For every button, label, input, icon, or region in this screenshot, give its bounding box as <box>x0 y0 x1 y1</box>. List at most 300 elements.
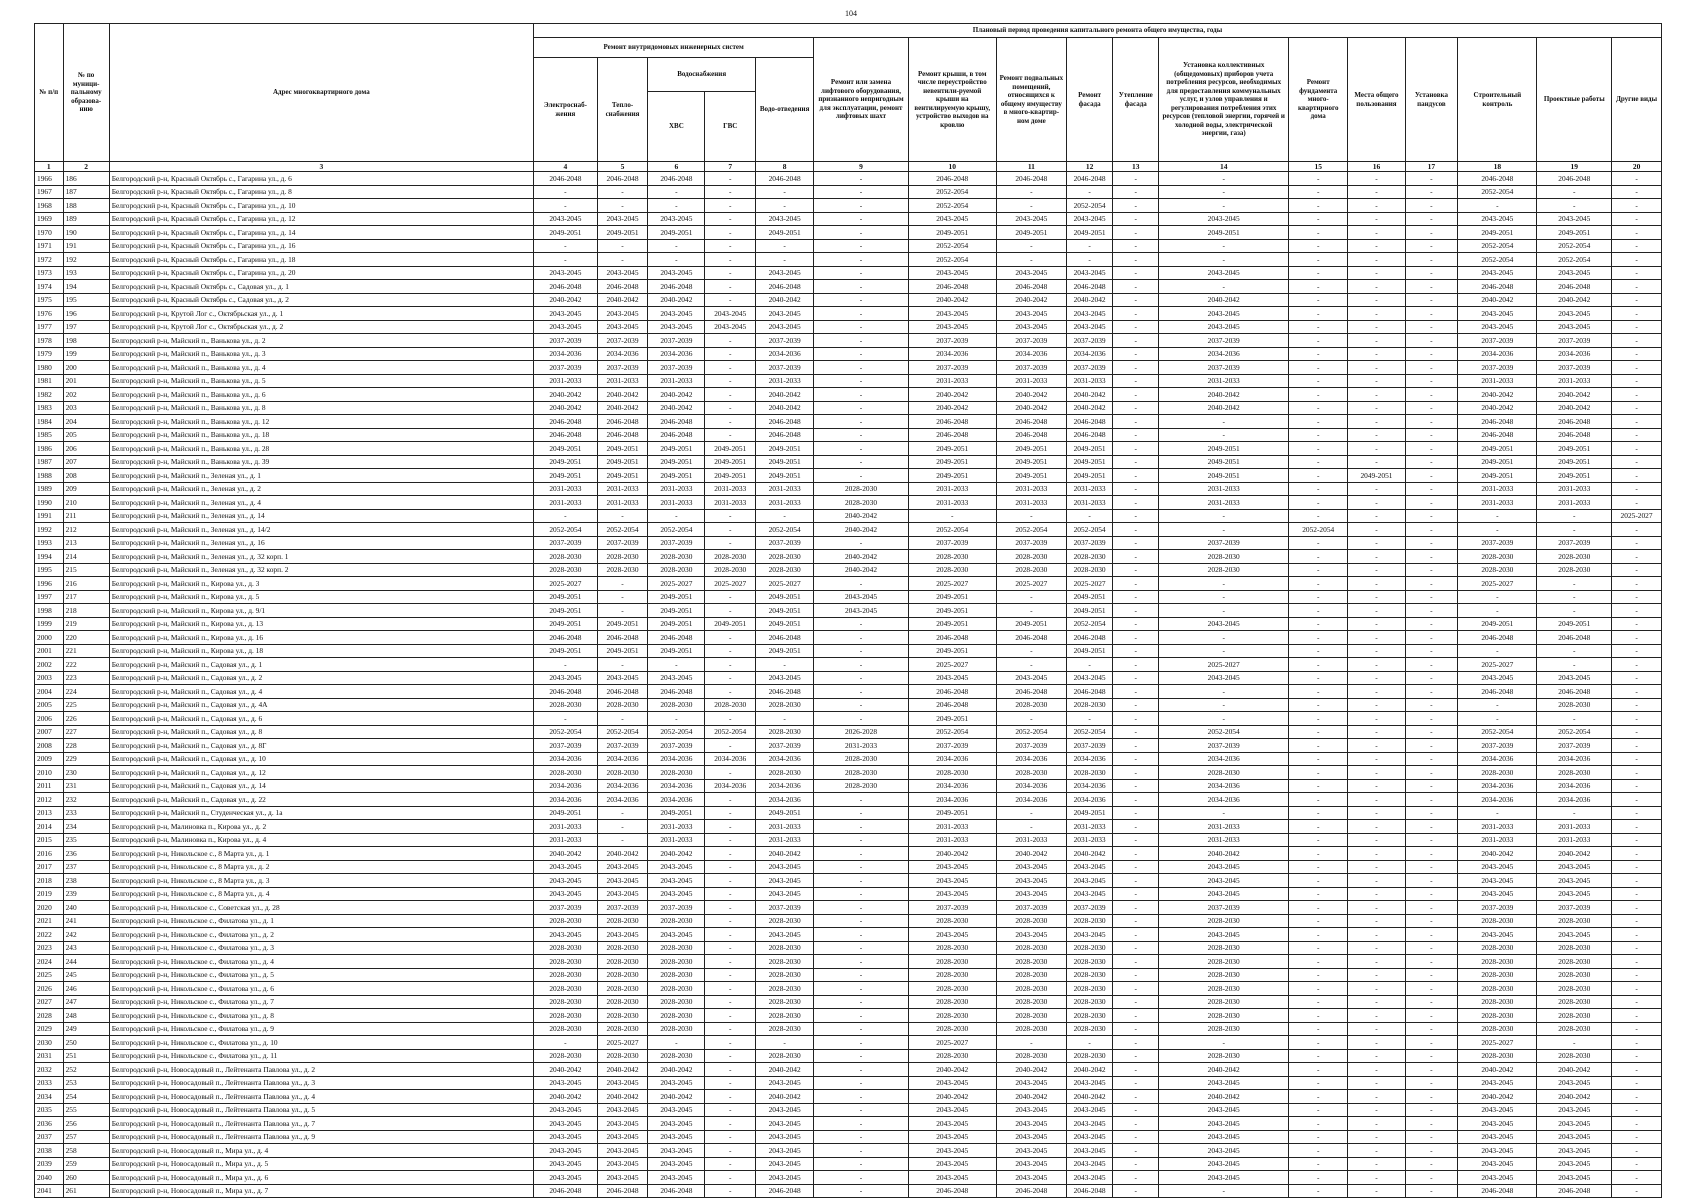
period-cell: - <box>1289 172 1348 186</box>
period-cell: 2052-2054 <box>1537 239 1612 253</box>
period-cell: - <box>1348 968 1405 982</box>
address-cell: Белгородский р-н, Никольское с., Филатова ул., д. 8 <box>109 1009 533 1023</box>
period-cell: 2028-2030 <box>534 766 598 780</box>
header-engineering-systems: Ремонт внутридомовых инженерных систем <box>534 38 814 58</box>
period-cell: 2052-2054 <box>1159 725 1289 739</box>
period-cell: 2049-2051 <box>648 590 705 604</box>
period-cell: 2028-2030 <box>534 698 598 712</box>
period-cell: 2034-2036 <box>648 779 705 793</box>
address-cell: Белгородский р-н, Майский п., Студенческая ул., д. 1а <box>109 806 533 820</box>
period-cell: - <box>1612 793 1662 807</box>
period-cell: 2040-2042 <box>1067 1090 1113 1104</box>
address-cell: Белгородский р-н, Майский п., Ванькова ул., д. 8 <box>109 401 533 415</box>
period-cell: - <box>756 712 814 726</box>
period-cell: - <box>1537 199 1612 213</box>
period-cell: 2043-2045 <box>534 928 598 942</box>
period-cell: 2028-2030 <box>1458 941 1537 955</box>
period-cell: 2043-2045 <box>648 928 705 942</box>
period-cell: 2028-2030 <box>1159 982 1289 996</box>
period-cell: 2037-2039 <box>908 739 996 753</box>
period-cell: - <box>1113 212 1159 226</box>
table-row <box>35 455 1662 469</box>
period-cell: 2028-2030 <box>534 955 598 969</box>
period-cell: 2037-2039 <box>597 536 648 550</box>
table-row <box>35 820 1662 834</box>
period-cell: - <box>1612 1009 1662 1023</box>
row-index-cell: 2011 <box>35 779 64 793</box>
period-cell: - <box>534 253 598 267</box>
period-cell: - <box>1612 550 1662 564</box>
row-index-cell: 1971 <box>35 239 64 253</box>
period-cell: - <box>597 577 648 591</box>
period-cell: - <box>1289 1036 1348 1050</box>
period-cell: 2037-2039 <box>1458 361 1537 375</box>
period-cell: - <box>705 401 756 415</box>
period-cell: - <box>1113 833 1159 847</box>
period-cell: - <box>1348 617 1405 631</box>
period-cell: 2049-2051 <box>1067 469 1113 483</box>
period-cell: 2043-2045 <box>534 1130 598 1144</box>
municipal-number-cell: 243 <box>63 941 109 955</box>
period-cell: - <box>1612 469 1662 483</box>
period-cell: 2028-2030 <box>1067 1009 1113 1023</box>
table-row <box>35 253 1662 267</box>
period-cell: 2037-2039 <box>996 739 1066 753</box>
period-cell: 2052-2054 <box>1458 239 1537 253</box>
period-cell: - <box>1405 874 1458 888</box>
address-cell: Белгородский р-н, Майский п., Кирова ул., д. 18 <box>109 644 533 658</box>
period-cell: 2043-2045 <box>1067 671 1113 685</box>
period-cell: 2043-2045 <box>1458 874 1537 888</box>
period-cell: - <box>1612 320 1662 334</box>
period-cell: - <box>1289 928 1348 942</box>
period-cell: 2046-2048 <box>1537 415 1612 429</box>
header-construction-control: Строительный контроль <box>1458 38 1537 162</box>
period-cell: 2043-2045 <box>1537 266 1612 280</box>
row-index-cell: 2018 <box>35 874 64 888</box>
period-cell: - <box>814 428 909 442</box>
municipal-number-cell: 191 <box>63 239 109 253</box>
period-cell: 2031-2033 <box>1537 820 1612 834</box>
period-cell: 2049-2051 <box>756 590 814 604</box>
period-cell: 2046-2048 <box>597 1184 648 1198</box>
period-cell: - <box>1289 334 1348 348</box>
address-cell: Белгородский р-н, Майский п., Ванькова ул., д. 28 <box>109 442 533 456</box>
period-cell: - <box>1289 860 1348 874</box>
period-cell: 2043-2045 <box>1159 266 1289 280</box>
period-cell: 2049-2051 <box>996 455 1066 469</box>
period-cell: 2043-2045 <box>1067 1130 1113 1144</box>
period-cell: 2031-2033 <box>1159 374 1289 388</box>
period-cell: - <box>1612 280 1662 294</box>
period-cell: - <box>1289 955 1348 969</box>
period-cell: 2043-2045 <box>756 1157 814 1171</box>
period-cell: - <box>1113 995 1159 1009</box>
period-cell: 2043-2045 <box>648 887 705 901</box>
period-cell: - <box>1113 968 1159 982</box>
period-cell: 2040-2042 <box>1537 388 1612 402</box>
period-cell: 2031-2033 <box>756 374 814 388</box>
period-cell: 2043-2045 <box>1159 617 1289 631</box>
period-cell: 2028-2030 <box>996 914 1066 928</box>
period-cell: - <box>1612 374 1662 388</box>
period-cell: 2040-2042 <box>597 388 648 402</box>
period-cell: - <box>705 793 756 807</box>
period-cell: - <box>1289 1049 1348 1063</box>
period-cell: 2040-2042 <box>1159 847 1289 861</box>
period-cell: 2049-2051 <box>1067 644 1113 658</box>
period-cell: 2040-2042 <box>996 388 1066 402</box>
column-number: 18 <box>1458 162 1537 172</box>
period-cell: - <box>814 968 909 982</box>
period-cell: - <box>1159 806 1289 820</box>
address-cell: Белгородский р-н, Майский п., Зеленая ул., д. 4 <box>109 496 533 510</box>
period-cell: - <box>1348 307 1405 321</box>
column-number: 4 <box>534 162 598 172</box>
period-cell: - <box>814 185 909 199</box>
period-cell: 2037-2039 <box>756 334 814 348</box>
period-cell: - <box>1405 172 1458 186</box>
period-cell: 2028-2030 <box>597 1009 648 1023</box>
row-index-cell: 1979 <box>35 347 64 361</box>
period-cell: 2043-2045 <box>996 1157 1066 1171</box>
period-cell: - <box>1405 226 1458 240</box>
municipal-number-cell: 260 <box>63 1171 109 1185</box>
period-cell: 2052-2054 <box>1067 725 1113 739</box>
period-cell: - <box>1405 1063 1458 1077</box>
period-cell: 2046-2048 <box>996 415 1066 429</box>
period-cell: 2040-2042 <box>534 401 598 415</box>
period-cell: 2043-2045 <box>597 1076 648 1090</box>
period-cell: - <box>1612 334 1662 348</box>
table-row <box>35 334 1662 348</box>
table-row <box>35 374 1662 388</box>
municipal-number-cell: 213 <box>63 536 109 550</box>
table-row <box>35 847 1662 861</box>
period-cell: 2034-2036 <box>996 793 1066 807</box>
header-common-places: Места общего пользования <box>1348 38 1405 162</box>
period-cell: 2046-2048 <box>648 631 705 645</box>
period-cell: 2040-2042 <box>1067 847 1113 861</box>
municipal-number-cell: 228 <box>63 739 109 753</box>
period-cell: 2034-2036 <box>534 793 598 807</box>
period-cell: - <box>1113 1157 1159 1171</box>
period-cell: 2028-2030 <box>1458 1009 1537 1023</box>
period-cell: 2040-2042 <box>814 509 909 523</box>
period-cell: 2043-2045 <box>534 1144 598 1158</box>
period-cell: 2043-2045 <box>1537 1117 1612 1131</box>
period-cell: - <box>1612 671 1662 685</box>
period-cell: 2028-2030 <box>1458 550 1537 564</box>
period-cell: 2043-2045 <box>1067 1103 1113 1117</box>
period-cell: 2043-2045 <box>1537 928 1612 942</box>
period-cell: 2043-2045 <box>648 1144 705 1158</box>
period-cell: - <box>1159 631 1289 645</box>
period-cell: 2043-2045 <box>1458 1076 1537 1090</box>
period-cell: 2040-2042 <box>597 1063 648 1077</box>
table-row <box>35 995 1662 1009</box>
period-cell: 2046-2048 <box>908 1184 996 1198</box>
period-cell: 2043-2045 <box>756 1171 814 1185</box>
period-cell: 2049-2051 <box>1159 469 1289 483</box>
period-cell: 2043-2045 <box>1159 928 1289 942</box>
period-cell: 2040-2042 <box>1537 401 1612 415</box>
municipal-number-cell: 200 <box>63 361 109 375</box>
period-cell: - <box>1348 1144 1405 1158</box>
period-cell: - <box>1612 617 1662 631</box>
period-cell: 2031-2033 <box>705 482 756 496</box>
period-cell: 2049-2051 <box>1159 455 1289 469</box>
table-row <box>35 671 1662 685</box>
period-cell: - <box>1405 995 1458 1009</box>
period-cell: 2043-2045 <box>1159 307 1289 321</box>
period-cell: 2040-2042 <box>1159 293 1289 307</box>
period-cell: 2028-2030 <box>1458 955 1537 969</box>
period-cell: - <box>705 361 756 375</box>
column-number: 14 <box>1159 162 1289 172</box>
period-cell: - <box>1289 307 1348 321</box>
municipal-number-cell: 223 <box>63 671 109 685</box>
period-cell: 2049-2051 <box>534 455 598 469</box>
period-cell: - <box>814 874 909 888</box>
period-cell: 2049-2051 <box>648 604 705 618</box>
period-cell: 2049-2051 <box>1537 469 1612 483</box>
row-index-cell: 2013 <box>35 806 64 820</box>
period-cell: - <box>705 914 756 928</box>
period-cell: 2028-2030 <box>1537 941 1612 955</box>
period-cell: 2028-2030 <box>597 995 648 1009</box>
period-cell: - <box>1405 1036 1458 1050</box>
period-cell: 2031-2033 <box>534 374 598 388</box>
period-cell: - <box>705 347 756 361</box>
period-cell: - <box>1405 955 1458 969</box>
period-cell: - <box>1405 725 1458 739</box>
period-cell: - <box>1612 887 1662 901</box>
period-cell: - <box>756 253 814 267</box>
period-cell: - <box>1348 712 1405 726</box>
table-row <box>35 928 1662 942</box>
municipal-number-cell: 188 <box>63 199 109 213</box>
period-cell: - <box>1405 293 1458 307</box>
period-cell: 2043-2045 <box>908 266 996 280</box>
period-cell: 2043-2045 <box>1159 671 1289 685</box>
period-cell: - <box>1405 806 1458 820</box>
period-cell: - <box>705 928 756 942</box>
period-cell: 2028-2030 <box>756 968 814 982</box>
period-cell: - <box>1348 874 1405 888</box>
period-cell: 2043-2045 <box>996 1130 1066 1144</box>
period-cell: 2049-2051 <box>1348 469 1405 483</box>
row-index-cell: 2025 <box>35 968 64 982</box>
table-row <box>35 806 1662 820</box>
period-cell: - <box>1405 631 1458 645</box>
header-drainage: Водо-отведения <box>756 58 814 162</box>
period-cell: 2043-2045 <box>1458 1171 1537 1185</box>
period-cell: - <box>1348 280 1405 294</box>
period-cell: 2052-2054 <box>1289 523 1348 537</box>
period-cell: 2049-2051 <box>1458 226 1537 240</box>
period-cell: 2037-2039 <box>996 334 1066 348</box>
period-cell: 2031-2033 <box>1159 482 1289 496</box>
period-cell: 2043-2045 <box>1159 1130 1289 1144</box>
table-row <box>35 982 1662 996</box>
address-cell: Белгородский р-н, Новосадовый п., Мира ул., д. 7 <box>109 1184 533 1198</box>
period-cell: - <box>1113 1090 1159 1104</box>
period-cell: - <box>1348 914 1405 928</box>
period-cell: 2049-2051 <box>756 226 814 240</box>
period-cell: - <box>1113 320 1159 334</box>
period-cell: 2031-2033 <box>996 833 1066 847</box>
period-cell: - <box>1405 752 1458 766</box>
period-cell: 2031-2033 <box>597 496 648 510</box>
period-cell: - <box>814 860 909 874</box>
row-index-cell: 2024 <box>35 955 64 969</box>
period-cell: - <box>1113 874 1159 888</box>
period-cell: - <box>1289 914 1348 928</box>
period-cell: - <box>1113 644 1159 658</box>
period-cell: - <box>1113 361 1159 375</box>
period-cell: - <box>1348 428 1405 442</box>
period-cell: - <box>1159 590 1289 604</box>
table-row <box>35 833 1662 847</box>
period-cell: 2043-2045 <box>597 212 648 226</box>
period-cell: - <box>1348 226 1405 240</box>
period-cell: 2043-2045 <box>597 1103 648 1117</box>
row-index-cell: 2016 <box>35 847 64 861</box>
period-cell: 2043-2045 <box>1159 1144 1289 1158</box>
period-cell: - <box>1537 509 1612 523</box>
period-cell: 2028-2030 <box>814 496 909 510</box>
period-cell: 2034-2036 <box>1067 752 1113 766</box>
period-cell: - <box>1405 361 1458 375</box>
municipal-number-cell: 232 <box>63 793 109 807</box>
period-cell: - <box>1612 766 1662 780</box>
period-cell: 2046-2048 <box>756 685 814 699</box>
table-row <box>35 1063 1662 1077</box>
period-cell: - <box>1348 293 1405 307</box>
period-cell: 2034-2036 <box>756 779 814 793</box>
period-cell: - <box>1289 901 1348 915</box>
period-cell: 2034-2036 <box>996 779 1066 793</box>
table-row <box>35 658 1662 672</box>
period-cell: - <box>705 739 756 753</box>
period-cell: - <box>1067 658 1113 672</box>
period-cell: 2028-2030 <box>534 1009 598 1023</box>
municipal-number-cell: 230 <box>63 766 109 780</box>
period-cell: - <box>1348 995 1405 1009</box>
period-cell: 2028-2030 <box>908 982 996 996</box>
period-cell: 2043-2045 <box>908 320 996 334</box>
table-body <box>35 172 1662 1198</box>
period-cell: 2043-2045 <box>597 860 648 874</box>
period-cell: - <box>1405 415 1458 429</box>
column-number: 1 <box>35 162 64 172</box>
period-cell: 2028-2030 <box>1067 955 1113 969</box>
period-cell: 2043-2045 <box>756 307 814 321</box>
period-cell: 2043-2045 <box>1537 671 1612 685</box>
period-cell: - <box>705 1049 756 1063</box>
municipal-number-cell: 253 <box>63 1076 109 1090</box>
row-index-cell: 1968 <box>35 199 64 213</box>
row-index-cell: 2003 <box>35 671 64 685</box>
table-row <box>35 199 1662 213</box>
period-cell: - <box>1113 982 1159 996</box>
period-cell: - <box>648 712 705 726</box>
period-cell: 2049-2051 <box>908 226 996 240</box>
period-cell: - <box>1612 995 1662 1009</box>
period-cell: - <box>1289 199 1348 213</box>
period-cell: 2028-2030 <box>1067 766 1113 780</box>
period-cell: 2049-2051 <box>648 644 705 658</box>
header-design-works: Проектные работы <box>1537 38 1612 162</box>
row-index-cell: 2005 <box>35 698 64 712</box>
address-cell: Белгородский р-н, Майский п., Садовая ул., д. 6 <box>109 712 533 726</box>
period-cell: - <box>1289 401 1348 415</box>
address-cell: Белгородский р-н, Красный Октябрь с., Гагарина ул., д. 20 <box>109 266 533 280</box>
period-cell: 2043-2045 <box>648 1076 705 1090</box>
address-cell: Белгородский р-н, Никольское с., Филатова ул., д. 3 <box>109 941 533 955</box>
period-cell: 2028-2030 <box>1537 1022 1612 1036</box>
period-cell: 2037-2039 <box>1458 901 1537 915</box>
period-cell: 2028-2030 <box>908 1009 996 1023</box>
period-cell: 2025-2027 <box>1067 577 1113 591</box>
period-cell: 2028-2030 <box>705 550 756 564</box>
period-cell: - <box>1348 523 1405 537</box>
period-cell: - <box>1113 739 1159 753</box>
period-cell: 2046-2048 <box>534 685 598 699</box>
period-cell: - <box>814 293 909 307</box>
period-cell: 2046-2048 <box>534 415 598 429</box>
address-cell: Белгородский р-н, Красный Октябрь с., Гагарина ул., д. 12 <box>109 212 533 226</box>
period-cell: - <box>1537 590 1612 604</box>
address-cell: Белгородский р-н, Новосадовый п., Лейтенанта Павлова ул., д. 5 <box>109 1103 533 1117</box>
period-cell: 2031-2033 <box>1537 833 1612 847</box>
row-index-cell: 2007 <box>35 725 64 739</box>
period-cell: 2043-2045 <box>597 1144 648 1158</box>
table-row <box>35 631 1662 645</box>
period-cell: - <box>1405 1117 1458 1131</box>
period-cell: 2052-2054 <box>1067 523 1113 537</box>
period-cell: - <box>1113 617 1159 631</box>
period-cell: - <box>1348 725 1405 739</box>
period-cell: 2043-2045 <box>534 266 598 280</box>
address-cell: Белгородский р-н, Никольское с., Филатова ул., д. 2 <box>109 928 533 942</box>
table-row <box>35 577 1662 591</box>
table-row <box>35 779 1662 793</box>
period-cell: 2043-2045 <box>597 887 648 901</box>
period-cell: 2043-2045 <box>756 887 814 901</box>
period-cell: - <box>1405 334 1458 348</box>
period-cell: 2034-2036 <box>597 752 648 766</box>
period-cell: 2028-2030 <box>1458 1049 1537 1063</box>
period-cell: 2043-2045 <box>648 1117 705 1131</box>
period-cell: - <box>1537 1036 1612 1050</box>
period-cell: - <box>1405 442 1458 456</box>
period-cell: - <box>705 428 756 442</box>
table-row <box>35 617 1662 631</box>
address-cell: Белгородский р-н, Майский п., Кирова ул., д. 5 <box>109 590 533 604</box>
row-index-cell: 2012 <box>35 793 64 807</box>
address-cell: Белгородский р-н, Никольское с., 8 Марта ул., д. 1 <box>109 847 533 861</box>
period-cell: - <box>1405 1157 1458 1171</box>
period-cell: - <box>1113 1103 1159 1117</box>
period-cell: 2031-2033 <box>1067 496 1113 510</box>
period-cell: - <box>1113 428 1159 442</box>
address-cell: Белгородский р-н, Малиновка п., Кирова ул., д. 2 <box>109 820 533 834</box>
period-cell: - <box>1405 1009 1458 1023</box>
period-cell: 2043-2045 <box>1458 860 1537 874</box>
period-cell: 2028-2030 <box>908 914 996 928</box>
